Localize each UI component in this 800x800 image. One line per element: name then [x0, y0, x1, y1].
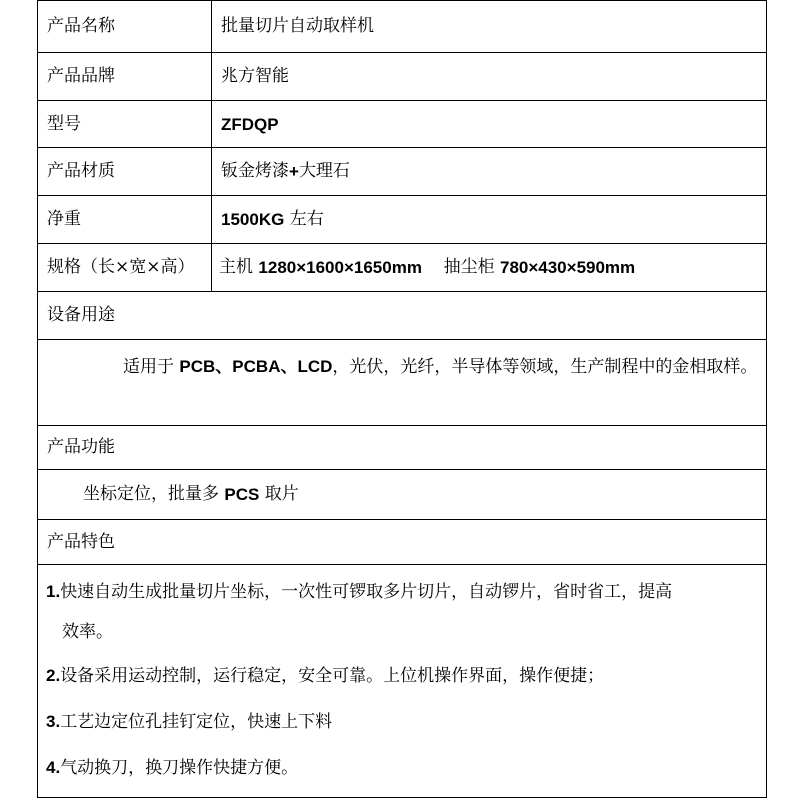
spec-value: 批量切片自动取样机: [221, 16, 374, 36]
feature-item: [46, 702, 758, 742]
spec-value: ZFDQP: [221, 114, 279, 134]
function-text-row: [38, 470, 766, 520]
feature-text: 设备采用运动控制，运行稳定，安全可靠。上位机操作界面，操作便捷；: [60, 666, 605, 686]
feature-number: 2.: [46, 666, 61, 685]
spec-row-model: [38, 101, 766, 148]
weight-suffix: 左右: [284, 209, 324, 229]
usage-heading: 设备用途: [47, 305, 115, 325]
feature-item: [46, 748, 758, 788]
spec-label: 净重: [38, 196, 212, 243]
function-text-a: 坐标定位，批量多: [83, 484, 225, 504]
function-heading: 产品功能: [47, 437, 115, 457]
material-primary: 钣金烤漆: [221, 161, 289, 181]
spec-label: 型号: [38, 101, 212, 147]
usage-codes: PCB、PCBA、LCD: [179, 357, 333, 376]
material-plus: +: [289, 162, 299, 181]
usage-text-row: [38, 340, 766, 426]
usage-text-a: 适用于: [123, 357, 180, 377]
feature-item: [46, 656, 758, 696]
spec-label: 规格（长×宽×高）: [38, 244, 212, 291]
function-code: PCS: [224, 485, 260, 504]
spec-value: [212, 244, 766, 291]
feature-text: 工艺边定位孔挂钉定位，快速上下料: [60, 712, 333, 732]
spec-label: 产品材质: [38, 148, 212, 195]
usage-text-b: ，光伏，光纤，半导体等领域，生产制程中的金相取样。: [332, 357, 758, 377]
usage-paragraph: [38, 340, 766, 425]
spec-value: 兆方智能: [221, 66, 289, 86]
dim-main-label: 主机: [219, 257, 259, 277]
feature-text-continued: 效率。: [62, 622, 113, 642]
product-spec-sheet: [37, 0, 767, 798]
weight-number: 1500KG: [221, 210, 285, 229]
dim-dust-value: 780×430×590mm: [499, 258, 636, 277]
usage-heading-row: [38, 292, 766, 340]
dim-dust-label: 抽尘柜: [443, 257, 500, 277]
spec-row-weight: [38, 196, 766, 244]
feature-item: [46, 572, 758, 652]
function-heading-row: [38, 426, 766, 470]
spec-row-material: [38, 148, 766, 196]
feature-number: 4.: [46, 758, 61, 777]
spec-label: 产品品牌: [38, 53, 212, 100]
features-heading-row: [38, 520, 766, 565]
material-secondary: 大理石: [298, 161, 350, 181]
features-list: [38, 565, 766, 798]
feature-text: 气动换刀，换刀操作快捷方便。: [60, 758, 299, 778]
feature-number: 1.: [46, 582, 61, 601]
dim-main-value: 1280×1600×1650mm: [258, 258, 422, 277]
spec-row-name: [38, 0, 766, 53]
spec-value: [212, 196, 766, 243]
dim-separator: [422, 259, 444, 276]
spec-row-brand: [38, 53, 766, 101]
features-list-row: [38, 565, 766, 798]
spec-label: 产品名称: [38, 1, 212, 52]
spec-row-dimensions: [38, 244, 766, 292]
function-text-b: 取片: [259, 484, 299, 504]
feature-text: 快速自动生成批量切片坐标，一次性可锣取多片切片，自动锣片，省时省工，提高: [60, 582, 673, 602]
spec-value: [212, 148, 766, 195]
feature-number: 3.: [46, 712, 61, 731]
function-paragraph: [38, 470, 766, 519]
features-heading: 产品特色: [47, 531, 115, 552]
